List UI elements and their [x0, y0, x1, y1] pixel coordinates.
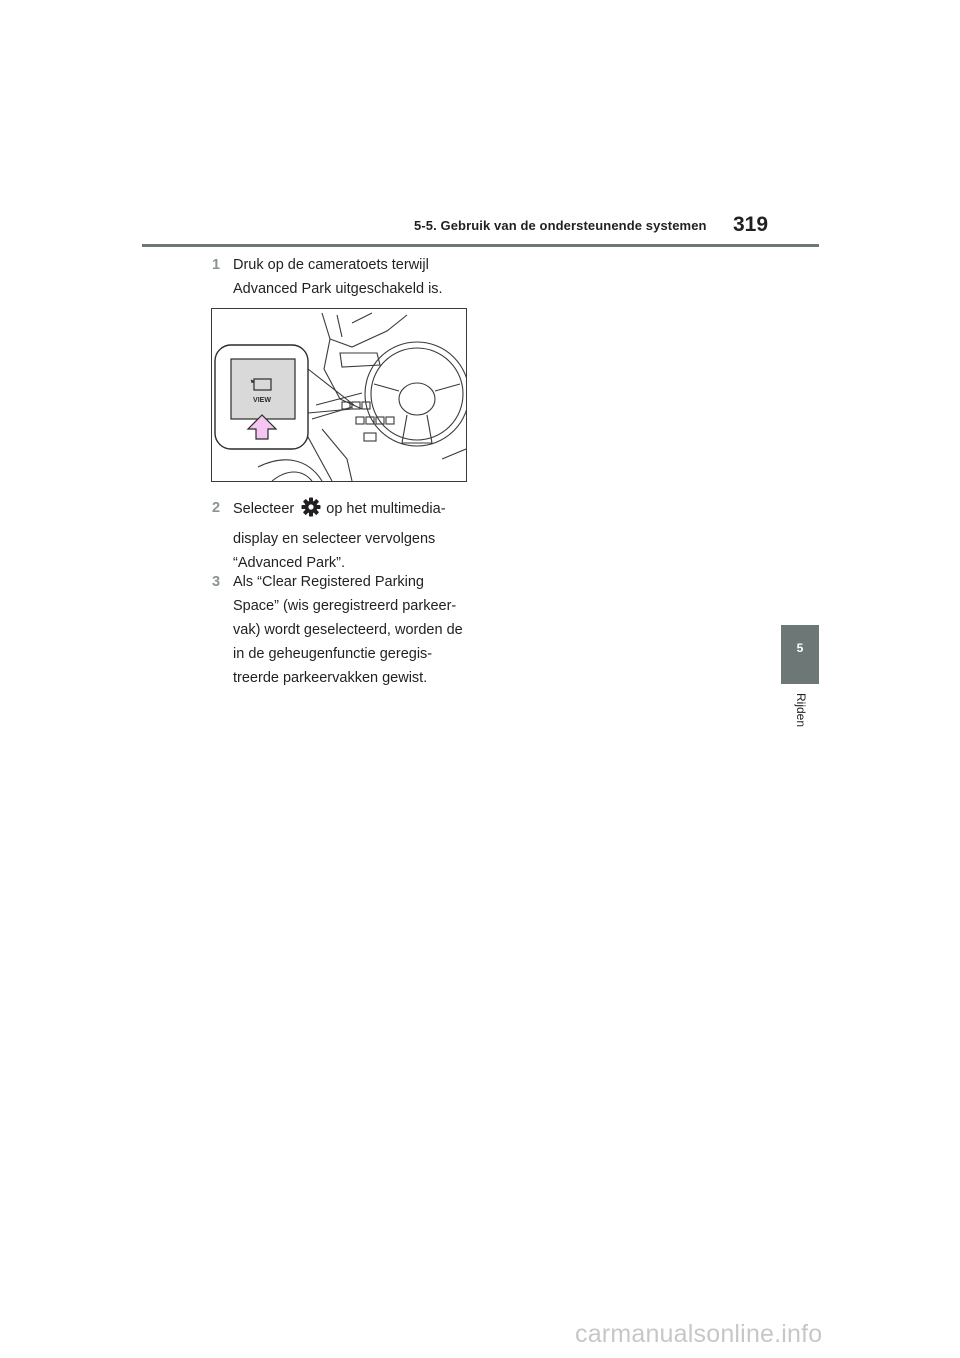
- chapter-label: [784, 693, 816, 733]
- step-1: [212, 253, 472, 301]
- gear-icon: [300, 496, 322, 518]
- step-2: [212, 496, 472, 575]
- watermark: carmanualsonline.info: [575, 1320, 823, 1348]
- step-number: 3: [212, 574, 221, 590]
- page-number: 319: [733, 213, 769, 236]
- chapter-tab: [781, 625, 819, 684]
- step-number: 2: [212, 500, 221, 516]
- header-rule: [142, 244, 819, 247]
- section-title: 5-5. Gebruik van de ondersteunende systemen: [414, 218, 707, 233]
- view-button-panel: [231, 359, 295, 419]
- chapter-number: 5: [796, 641, 804, 655]
- step-text: Selecteer: [233, 501, 295, 517]
- dashboard-drawing: [212, 309, 466, 481]
- step-text-line2: display en selecteer vervolgens “Advanced Park”.: [233, 531, 436, 571]
- dashboard-illustration: [211, 308, 467, 482]
- step-text: Als “Clear Registered Parking Space” (wis geregistreerd parkeer-vak) wordt geselecteerd, worden de in de geheugenfunctie geregis-treerde parkeervakken gewist.: [233, 574, 463, 686]
- view-button-label: VIEW: [253, 397, 271, 404]
- chapter-label-text: Rijden: [794, 693, 808, 728]
- step-text: Druk op de cameratoets terwijl Advanced Park uitgeschakeld is.: [233, 257, 443, 297]
- step-text-continued: op het multimedia-: [326, 501, 446, 517]
- step-3: [212, 570, 472, 690]
- step-number: 1: [212, 257, 221, 273]
